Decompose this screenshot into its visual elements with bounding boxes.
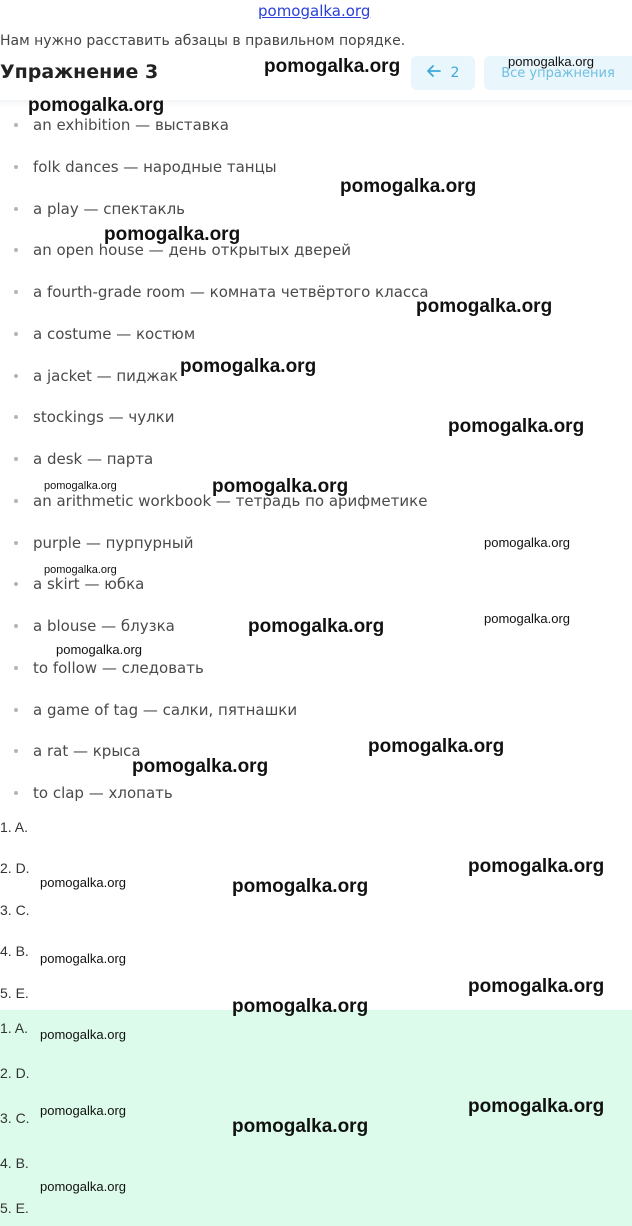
previous-exercise-button[interactable]	[411, 56, 475, 90]
watermark: pomogalka.org	[448, 416, 585, 437]
answer-item: 5. E.	[0, 1200, 29, 1216]
intro-text: Нам нужно расставить абзацы в правильном порядке.	[0, 33, 406, 49]
list-item: to follow — следовать	[14, 658, 204, 678]
bullet-icon	[14, 290, 18, 294]
answer-item: 2. D.	[0, 1065, 30, 1081]
bullet-icon	[14, 415, 18, 419]
list-item: a costume — костюм	[14, 324, 195, 344]
answer-item: 4. B.	[0, 1155, 29, 1171]
list-item: an exhibition — выставка	[14, 115, 229, 135]
arrow-left-icon	[427, 65, 441, 81]
answer-item: 5. E.	[0, 985, 29, 1001]
watermark: pomogalka.org	[508, 54, 594, 69]
list-item: a game of tag — салки, пятнашки	[14, 700, 297, 720]
bullet-icon	[14, 624, 18, 628]
watermark: pomogalka.org	[232, 996, 369, 1017]
list-item: a blouse — блузка	[14, 616, 175, 636]
list-item: purple — пурпурный	[14, 533, 193, 553]
watermark: pomogalka.org	[468, 1096, 605, 1117]
list-item: to clap — хлопать	[14, 783, 173, 803]
previous-exercise-number: 2	[450, 65, 460, 81]
bullet-icon	[14, 791, 18, 795]
answer-item: 3. C.	[0, 902, 30, 918]
watermark: pomogalka.org	[44, 480, 117, 492]
bullet-icon	[14, 749, 18, 753]
bullet-icon	[14, 541, 18, 545]
answer-item: 1. A.	[0, 819, 29, 835]
watermark: pomogalka.org	[28, 95, 165, 116]
bullet-icon	[14, 499, 18, 503]
watermark: pomogalka.org	[484, 611, 570, 626]
watermark: pomogalka.org	[232, 1116, 369, 1137]
answer-item: 3. C.	[0, 1110, 30, 1126]
all-exercises-button[interactable]: Все упражнения	[484, 56, 632, 90]
bullet-icon	[14, 457, 18, 461]
bullet-icon	[14, 374, 18, 378]
bullet-icon	[14, 332, 18, 336]
site-link[interactable]: pomogalka.org	[258, 2, 371, 20]
answer-item: 2. D.	[0, 860, 30, 876]
list-item: a desk — парта	[14, 449, 153, 469]
watermark: pomogalka.org	[212, 476, 349, 497]
bullet-icon	[14, 165, 18, 169]
list-item: folk dances — народные танцы	[14, 157, 277, 177]
bullet-icon	[14, 248, 18, 252]
watermark: pomogalka.org	[44, 564, 117, 576]
watermark: pomogalka.org	[368, 736, 505, 757]
watermark: pomogalka.org	[40, 875, 126, 890]
watermark: pomogalka.org	[484, 535, 570, 550]
exercise-title: Упражнение 3	[0, 61, 159, 83]
watermark: pomogalka.org	[180, 356, 317, 377]
watermark: pomogalka.org	[132, 756, 269, 777]
bullet-icon	[14, 123, 18, 127]
watermark: pomogalka.org	[264, 56, 401, 77]
watermark: pomogalka.org	[416, 296, 553, 317]
watermark: pomogalka.org	[468, 976, 605, 997]
watermark: pomogalka.org	[56, 642, 142, 657]
watermark: pomogalka.org	[340, 176, 477, 197]
bullet-icon	[14, 666, 18, 670]
answer-item: 4. B.	[0, 943, 29, 959]
watermark: pomogalka.org	[104, 224, 241, 245]
watermark: pomogalka.org	[40, 1103, 126, 1118]
list-item: a play — спектакль	[14, 199, 185, 219]
bullet-icon	[14, 207, 18, 211]
list-item: a jacket — пиджак	[14, 366, 178, 386]
list-item: a skirt — юбка	[14, 574, 144, 594]
list-item: stockings — чулки	[14, 407, 175, 427]
list-item: a fourth-grade room — комната четвёртого класса	[14, 282, 429, 302]
list-item: an open house — день открытых дверей	[14, 240, 351, 260]
bullet-icon	[14, 582, 18, 586]
watermark: pomogalka.org	[248, 616, 385, 637]
watermark: pomogalka.org	[40, 1179, 126, 1194]
list-item: an arithmetic workbook — тетрадь по арифметике	[14, 491, 427, 511]
watermark: pomogalka.org	[468, 856, 605, 877]
list-item: a rat — крыса	[14, 741, 141, 761]
watermark: pomogalka.org	[40, 1027, 126, 1042]
watermark: pomogalka.org	[40, 951, 126, 966]
bullet-icon	[14, 708, 18, 712]
watermark: pomogalka.org	[232, 876, 369, 897]
answer-item: 1. A.	[0, 1020, 29, 1036]
